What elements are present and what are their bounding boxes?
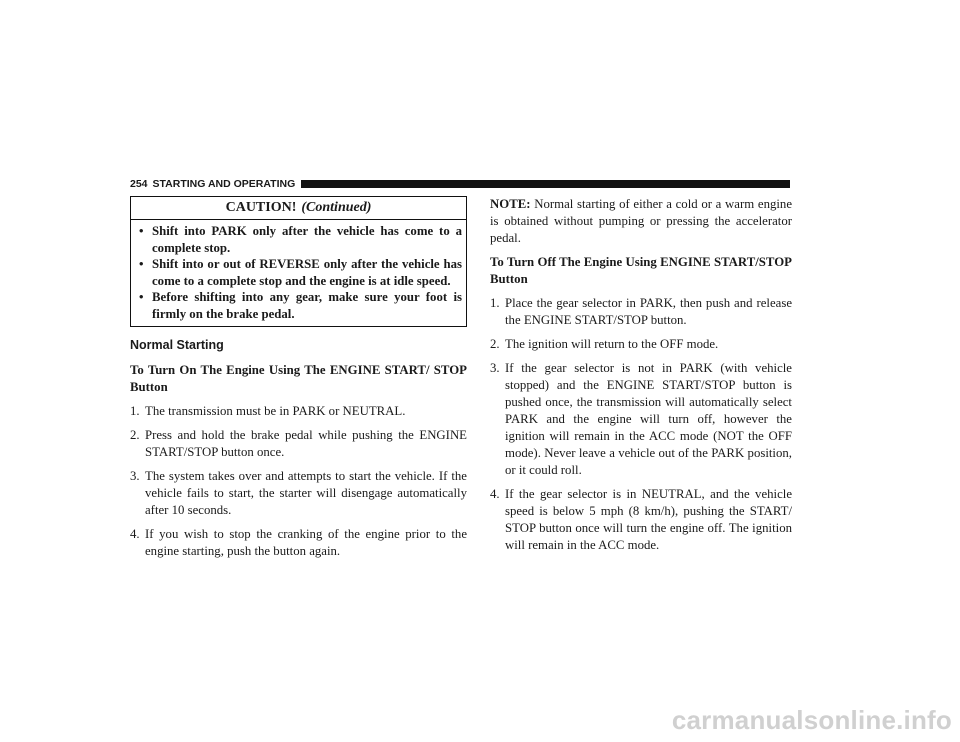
- left-column: [130, 196, 467, 567]
- step-number: 2.: [130, 428, 140, 442]
- step-item: [490, 486, 792, 554]
- caution-list: [135, 223, 462, 322]
- subheading-turn-on: To Turn On The Engine Using The ENGINE START/ STOP Button: [130, 363, 467, 394]
- step-number: 2.: [490, 337, 500, 351]
- step-text: Place the gear selector in PARK, then push and release the ENGINE START/STOP button.: [505, 296, 792, 327]
- section-title: STARTING AND OPERATING: [152, 178, 296, 190]
- step-number: 3.: [490, 361, 500, 375]
- watermark: carmanualsonline.info: [671, 705, 952, 735]
- step-text: The system takes over and attempts to start the vehicle. If the vehicle fails to start, the starter will disengage automatically after 10 seconds.: [145, 469, 467, 517]
- caution-box: [130, 196, 467, 327]
- step-text: If the gear selector is not in PARK (with vehicle stopped) and the ENGINE START/STOP button is pushed once, the transmission will automatically select PARK and the engine will turn off, however the ignition will remain in the ACC mode (NOT the OFF mode). Never leave a vehicle out of the PARK position, or it could roll.: [505, 361, 792, 477]
- caution-item: • Shift into or out of REVERSE only after the vehicle has come to a complete stop and the engine is at idle speed.: [135, 256, 462, 289]
- note-paragraph: [490, 196, 792, 247]
- step-number: 4.: [130, 527, 140, 541]
- header-rule: [301, 180, 790, 188]
- caution-label: CAUTION!: [225, 200, 297, 215]
- step-text: The transmission must be in PARK or NEUTRAL.: [145, 404, 406, 418]
- step-number: 3.: [130, 469, 140, 483]
- step-text: Press and hold the brake pedal while pushing the ENGINE START/STOP button once.: [145, 428, 467, 459]
- step-item: [490, 336, 792, 353]
- step-text: The ignition will return to the OFF mode.: [505, 337, 719, 351]
- step-text: If you wish to stop the cranking of the engine prior to the engine starting, push the button again.: [145, 527, 467, 558]
- section-heading: Normal Starting: [130, 338, 224, 352]
- step-item: [130, 403, 467, 420]
- subheading-turn-off: To Turn Off The Engine Using ENGINE START/STOP Button: [490, 255, 792, 286]
- caution-item: • Before shifting into any gear, make sure your foot is firmly on the brake pedal.: [135, 289, 462, 322]
- note-label: NOTE:: [490, 197, 531, 211]
- caution-item: • Shift into PARK only after the vehicle has come to a complete stop.: [135, 223, 462, 256]
- step-number: 1.: [490, 296, 500, 310]
- step-item: [130, 526, 467, 560]
- caution-continued: (Continued): [301, 200, 372, 215]
- page-number: 254: [130, 178, 148, 190]
- step-item: [490, 360, 792, 479]
- step-number: 1.: [130, 404, 140, 418]
- caution-title: [131, 197, 466, 220]
- page-header: [130, 177, 790, 191]
- step-item: [130, 468, 467, 519]
- note-text: Normal starting of either a cold or a warm engine is obtained without pumping or pressing the accelerator pedal.: [490, 197, 792, 245]
- right-column: [490, 196, 792, 561]
- step-text: If the gear selector is in NEUTRAL, and the vehicle speed is below 5 mph (8 km/h), pushing the START/ STOP button once will turn the engine off. The ignition will remain in the ACC mode.: [505, 487, 792, 552]
- step-item: [490, 295, 792, 329]
- step-item: [130, 427, 467, 461]
- step-number: 4.: [490, 487, 500, 501]
